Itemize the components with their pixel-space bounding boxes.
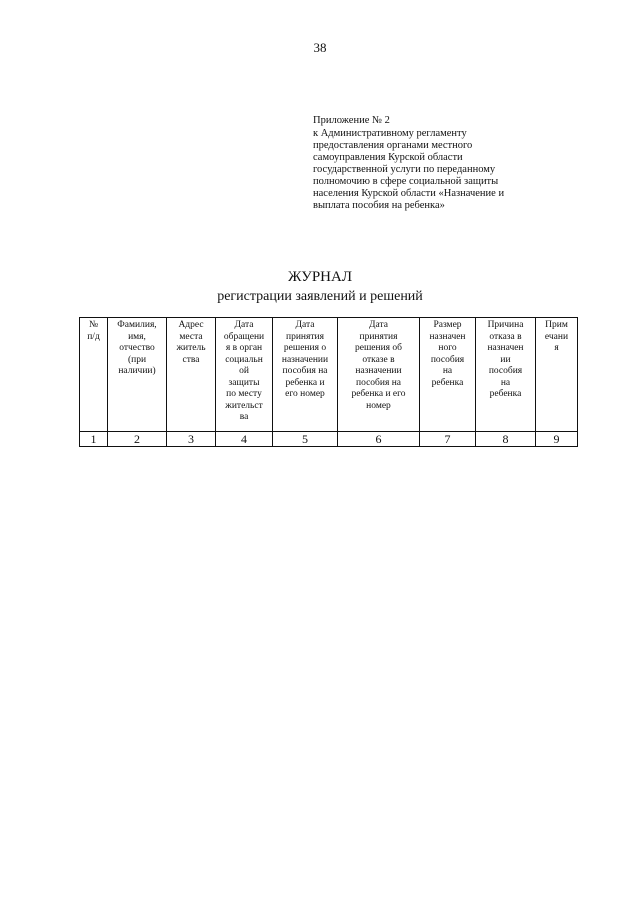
- appendix-line: населения Курской области «Назначение и: [313, 188, 505, 199]
- header-cell-text: Прим ечани я: [544, 320, 569, 353]
- header-cell-application-date: [216, 318, 273, 432]
- column-number: 2: [108, 432, 167, 447]
- header-cell-text: Размер назначен ного пособия на ребенка: [429, 320, 466, 388]
- appendix-line: выплата пособия на ребенка»: [313, 200, 445, 211]
- column-number: 9: [536, 432, 578, 447]
- header-cell-text: Дата обращени я в орган социальн ой защиты по месту жительст ва: [223, 320, 265, 422]
- header-cell-text: Фамилия, имя, отчество (при наличии): [117, 320, 157, 376]
- header-cell-number: [80, 318, 108, 432]
- column-number: 4: [216, 432, 273, 447]
- column-number: 6: [338, 432, 420, 447]
- header-cell-address: [167, 318, 216, 432]
- header-cell-text: Адрес места житель ства: [176, 320, 206, 365]
- appendix-title: Приложение № 2: [313, 115, 390, 126]
- journal-subtitle: регистрации заявлений и решений: [217, 289, 423, 304]
- column-number: 8: [476, 432, 536, 447]
- appendix-line: предоставления органами местного: [313, 140, 473, 151]
- header-cell-amount: [420, 318, 476, 432]
- page-number: 38: [313, 40, 327, 55]
- appendix-line: государственной услуги по переданному: [313, 164, 496, 175]
- column-number: 3: [167, 432, 216, 447]
- header-cell-text: Дата принятия решения о назначении пособия на ребенка и его номер: [281, 320, 329, 399]
- header-cell-text: Причина отказа в назначен ии пособия на ребенка: [487, 320, 524, 399]
- header-cell-refusal-reason: [476, 318, 536, 432]
- appendix-line: самоуправления Курской области: [313, 152, 463, 163]
- journal-heading: [0, 268, 640, 306]
- journal-table: [79, 317, 578, 447]
- table-header-row: [80, 318, 578, 432]
- column-number: 5: [273, 432, 338, 447]
- appendix-block: [313, 115, 553, 212]
- journal-title: ЖУРНАЛ: [287, 269, 353, 285]
- header-cell-text: № п/д: [87, 320, 100, 342]
- appendix-line: к Административному регламенту: [313, 128, 467, 139]
- column-number: 7: [420, 432, 476, 447]
- header-cell-full-name: [108, 318, 167, 432]
- header-cell-approval-date: [273, 318, 338, 432]
- column-number: 1: [80, 432, 108, 447]
- header-cell-notes: [536, 318, 578, 432]
- appendix-line: полномочию в сфере социальной защиты: [313, 176, 499, 187]
- header-cell-refusal-date: [338, 318, 420, 432]
- table-number-row: [80, 432, 578, 447]
- header-cell-text: Дата принятия решения об отказе в назначении пособия на ребенка и его номер: [351, 320, 406, 411]
